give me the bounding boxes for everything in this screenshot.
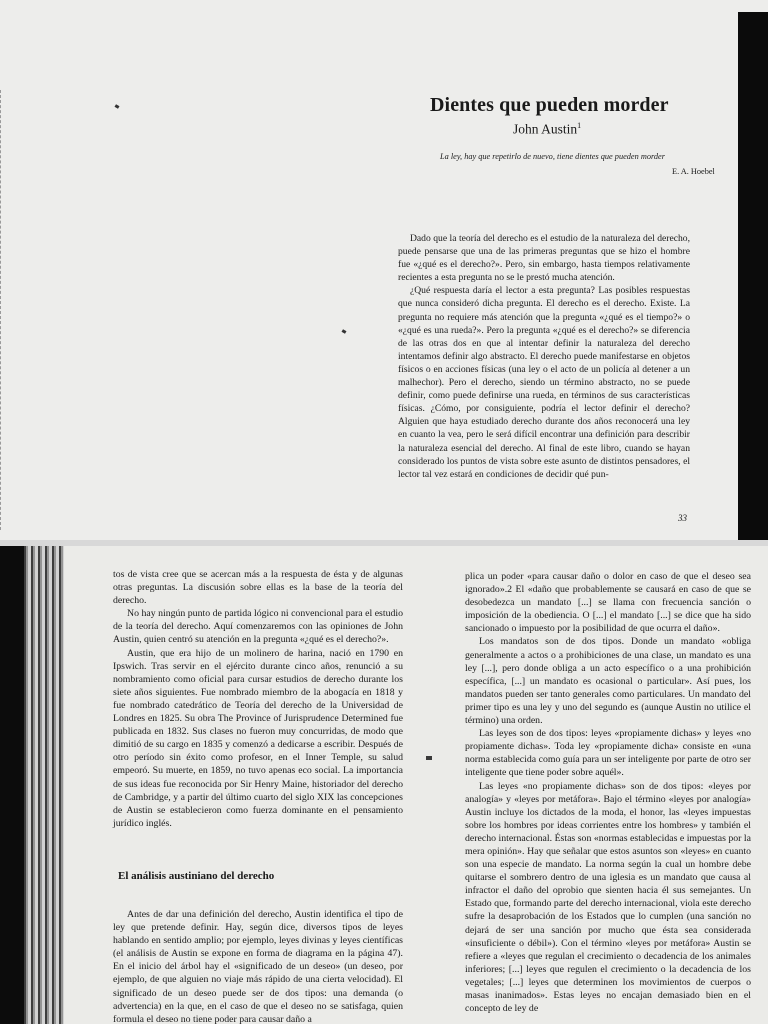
scan-speck [115,104,120,109]
scan-edge-marks [0,90,6,530]
scan-dark-margin [738,12,768,540]
epigraph: La ley, hay que repetirlo de nuevo, tiene dientes que pueden morder [440,152,665,161]
scanned-spread [0,546,768,1024]
left-column-section [113,908,403,1024]
epigraph-author: E. A. Hoebel [672,167,715,176]
scan-gutter-noise [24,546,64,1024]
paragraph: plica un poder «para causar daño o dolor en caso de que el deseo sea ignorado».2 El «daño que probablemente se causará en caso de que se desobedezca un mandato [...] se llama con frecuencia sanción o imposición de la obediencia. O [...] el mandato [...] se dice que ha sido sancionado o impuesto por la posibilidad de que ocurra el daño». [465,571,751,635]
paragraph: Antes de dar una definición del derecho, Austin identifica el tipo de ley que pretende definir. Hay, según dice, diversos tipos de leyes hablando en sentido amplio; por ejemplo, leyes divinas y leyes científicas (el análisis de Austin se expone en forma de diagrama en la página 47). En el inicio del árbol hay el «significado de un deseo» (un deseo, por ejemplo, de que alguien no viaje más rápido de una cierta velocidad). El significado de un deseo puede ser de dos tipos: una demanda (o advertencia) en la que, en el caso de que el deseo no se satisfaga, quien formula el deseo no tiene poder para causar daño a [113,909,403,1024]
scan-speck [342,329,347,334]
paragraph: tos de vista cree que se acercan más a la respuesta de ésta y de algunas otras preguntas. La discusión sobre ellas es la base de la teoría del derecho. [113,569,403,607]
author-footnote-marker: 1 [577,121,582,130]
paragraph: Austin, que era hijo de un molinero de harina, nació en 1790 en Ipswich. Tras servir en el ejército durante cinco años, renunció a su nombramiento como oficial para cursar estudios de derecho durante los siete años siguientes. Fue nombrado miembro de la abogacía en 1818 y fue nombrado catedrático de Teoría del derecho de la Universidad de Londres en 1825. Su obra The Province of Jurisprudence Determined fue publicada en 1832. Sus clases no fueron muy concurridas, de modo que dimitió de su cargo en 1835 y comenzó a dedicarse a escribir. Después de otro período sin éxito como profesor, en el Inner Temple, su salud empeoró. Su muerte, en 1859, no tuvo apenas eco social. La importancia de sus ideas fue reconocida por Sir Henry Maine, historiador del derecho de Cambridge, y a partir del último cuarto del siglo XIX las concepciones de Austin se establecieron como fuerza dominante en el pensamiento jurídico inglés. [113,647,403,829]
paragraph: No hay ningún punto de partida lógico ni convencional para el estudio de la teoría del derecho. Aquí comenzaremos con las opiniones de John Austin, quien centró su atención en la pregunta «¿qué es el derecho?». [113,608,403,646]
page-number: 33 [678,513,687,523]
chapter-author [513,121,581,138]
section-heading: El análisis austiniano del derecho [118,870,275,882]
paragraph: ¿Qué respuesta daría el lector a esta pregunta? Las posibles respuestas que nunca consideró dicha pregunta. El derecho es el derecho. Existe. La pregunta no requiere más atención que la pregunta «¿qué es el tiempo?» o «¿qué es una rueda?». Pero la pregunta «¿qué es el derecho?» se diferencia de las otras dos en que al intentar definir la naturaleza del derecho intentamos definir algo abstracto. El derecho puede manifestarse en objetos físicos o en acciones físicas (una ley o el acto de un policía al detener a un malhechor). Pero el derecho, siendo un término abstracto, no se puede definir, como puede definirse una rueda, en términos de sus características físicas. ¿Cómo, por consiguiente, podría el lector definir el derecho? Alguien que haya estudiado derecho durante dos años reconocerá una ley en cuanto la vea, pero le será difícil encontrar una definición para describir la naturaleza esencial del derecho. Al final de este libro, cuando se hayan considerado los puntos de vista sobre este asunto de distintos pensadores, el lector tal vez estará en condiciones de decidir qué pun- [398,285,690,480]
scan-dark-margin [0,546,24,1024]
paragraph: Las leyes son de dos tipos: leyes «propiamente dichas» y leyes «no propiamente dichas». Toda ley «propiamente dicha» consiste en «una norma establecida como guía para un ser inteligente por parte de otro ser inteligente que tiene poder sobre aquél». [465,728,751,779]
author-name: John Austin [513,121,578,137]
chapter-title: Dientes que pueden morder [430,94,669,116]
chapter-body [398,232,690,481]
paragraph: Las leyes «no propiamente dichas» son de dos tipos: «leyes por analogía» y «leyes por metáfora». Bajo el término «leyes por analogía» Austin incluye los dictados de la moda, el honor, las «leyes impuestas sobre los hombres por ideas corrientes entre los hombres» y también el derecho internacional. Éstas son «normas establecidas e impuestas por la mera opinión». Hay que señalar que estos asuntos son «leyes» en cuanto son una especie de mandato. La norma según la cual un hombre debe quitarse el sombrero dentro de una iglesia es un mandato que causa al infractor el daño del oprobio que sienten hacia él sus semejantes. Un Estado que, formando parte del derecho internacional, viola este derecho sufre la desaprobación de los Estados que lo cumplen (una sanción no dejará de ser una sanción por mucho que ésta sea considerada «insuficiente o débil»). Con el término «leyes por metáfora» Austin se refiere a «leyes que regulan el crecimiento o decadencia de los animales inferiores; [...] leyes que regulen el crecimiento o la decadencia de los vegetales; [...] leyes que determinen los movimientos de cuerpos o masas inanimados». Estas leyes no encajan demasiado bien en el concepto de ley de [465,780,751,1015]
paragraph: Los mandatos son de dos tipos. Donde un mandato «obliga generalmente a actos o a prohibiciones de una clase, un mandato es una ley [...], pero donde obliga a un acto específico o a una prohibición específica, [...] un mandato es ocasional o particular». Así pues, los mandatos pueden ser tanto generales como particulares. Un mandato del primer tipo es una ley y uno del segundo es (aunque Austin no utilice el término) una orden. [465,636,751,727]
scan-speck [426,756,432,760]
left-column [113,568,403,830]
right-column [465,570,751,1015]
paragraph: Dado que la teoría del derecho es el estudio de la naturaleza del derecho, puede pensarse que una de las primeras preguntas que se hizo el hombre fue «¿qué es el derecho?». Pero, sin embargo, hasta tiempos relativamente recientes a esta pregunta no se le prestó mucha atención. [398,233,690,284]
